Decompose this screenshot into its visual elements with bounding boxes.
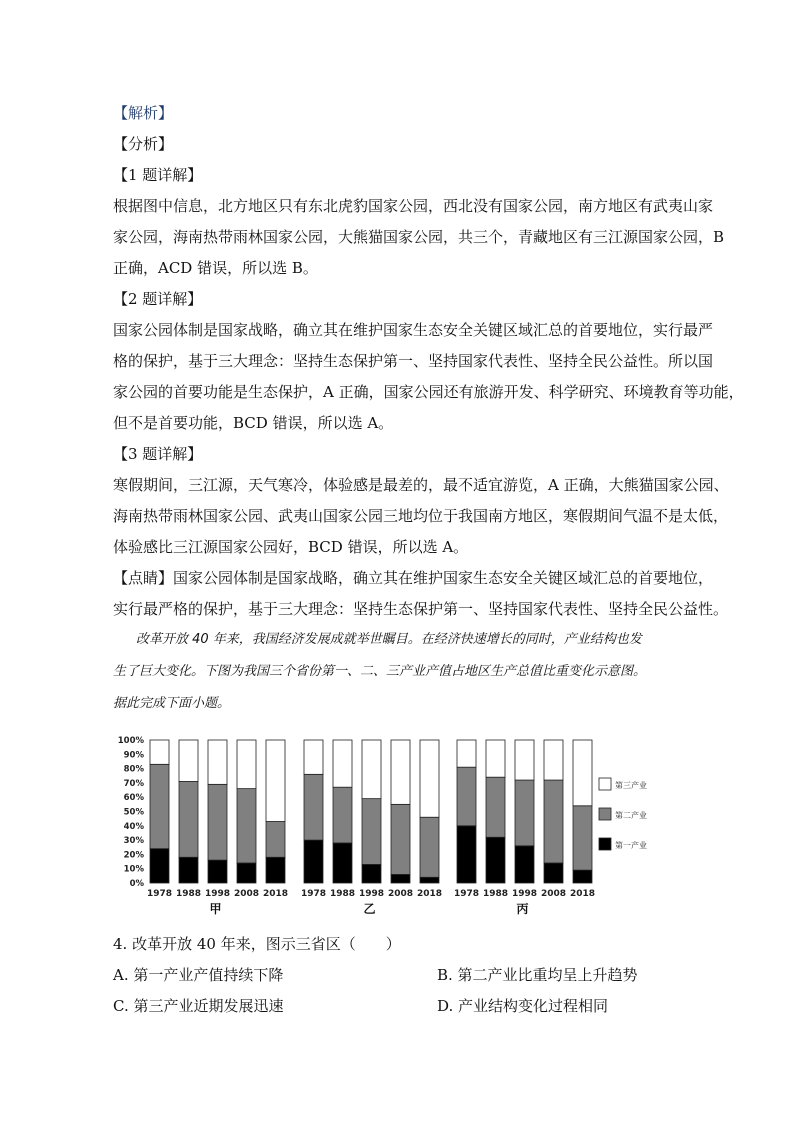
bar-segment (573, 870, 592, 883)
legend-label: 第一产业 (615, 841, 647, 850)
intro-line: 改革开放 40 年来，我国经济发展成就举世瞩目。在经济快速增长的同时，产业结构也发 (136, 632, 642, 647)
bar-segment (333, 843, 352, 883)
bar-segment (208, 740, 227, 784)
group-label: 甲 (209, 902, 222, 916)
bar-segment (420, 877, 439, 883)
bar-segment (420, 817, 439, 877)
bar-segment (150, 764, 169, 848)
legend-swatch (599, 808, 611, 820)
bar-segment (304, 774, 323, 840)
group-label: 丙 (516, 902, 529, 916)
legend-swatch (599, 778, 611, 790)
bar-segment (391, 740, 410, 804)
legend-swatch (599, 838, 611, 850)
bar-segment (515, 780, 534, 846)
bar-segment (179, 740, 198, 781)
bar-segment (515, 740, 534, 780)
q3-line: 寒假期间，三江源，天气寒冷，体验感是最差的，最不适宜游览，A 正确，大熊猫国家公园、 (113, 476, 729, 494)
q2-line: 家公园的首要功能是生态保护，A 正确，国家公园还有旅游开发、科学研究、环境教育等功能， (113, 383, 744, 401)
option-d[interactable]: D. 产业结构变化过程相同 (437, 997, 609, 1015)
q3-line: 海南热带雨林国家公园、武夷山国家公园三地均位于我国南方地区，寒假期间气温不是太低， (113, 507, 729, 525)
point-line (113, 568, 713, 588)
bar-segment (304, 740, 323, 774)
option-b[interactable]: B. 第二产业比重均呈上升趋势 (437, 966, 638, 984)
bar-segment (573, 740, 592, 806)
bar-segment (544, 740, 563, 780)
bar-segment (208, 860, 227, 883)
x-tick-label: 2008 (540, 889, 567, 899)
y-tick-label: 30% (123, 836, 144, 847)
bar-segment (208, 784, 227, 860)
q2-line: 但不是首要功能，BCD 错误，所以选 A。 (113, 414, 394, 432)
bar-segment (457, 740, 476, 767)
x-tick-label: 2018 (416, 889, 443, 899)
x-tick-label: 1998 (511, 889, 538, 899)
bar-segment (179, 781, 198, 857)
x-tick-label: 1998 (358, 889, 385, 899)
y-tick-label: 20% (123, 850, 144, 861)
legend-label: 第二产业 (615, 811, 647, 820)
legend-label: 第三产业 (615, 781, 647, 790)
bar-segment (237, 789, 256, 863)
bar-segment (486, 837, 505, 883)
bar-segment (333, 787, 352, 843)
q1-line: 根据图中信息，北方地区只有东北虎豹国家公园，西北没有国家公园，南方地区有武夷山家 (113, 197, 714, 215)
x-tick-label: 2018 (569, 889, 596, 899)
bar-segment (544, 863, 563, 883)
bar-segment (486, 777, 505, 837)
x-tick-label: 1978 (300, 889, 327, 899)
x-tick-label: 2018 (262, 889, 289, 899)
bar-segment (457, 767, 476, 826)
intro-line: 生了巨大变化。下图为我国三个省份第一、二、三产业产值占地区生产总值比重变化示意图。 (113, 664, 647, 679)
bar-segment (457, 826, 476, 883)
q1-title: 【1 题详解】 (113, 166, 203, 184)
option-a[interactable]: A. 第一产业产值持续下降 (113, 966, 284, 984)
x-tick-label: 1978 (146, 889, 173, 899)
x-tick-label: 1988 (175, 889, 202, 899)
bar-segment (362, 740, 381, 799)
y-tick-label: 90% (123, 750, 144, 761)
bar-segment (391, 804, 410, 874)
bar-segment (179, 857, 198, 883)
y-tick-label: 100% (117, 736, 144, 746)
point-tag: 【点睛】 (113, 569, 174, 587)
bar-segment (486, 740, 505, 777)
group-label: 乙 (363, 902, 376, 916)
y-tick-label: 50% (123, 807, 144, 818)
x-tick-label: 1978 (453, 889, 480, 899)
industry-structure-chart (113, 733, 673, 921)
bar-segment (150, 740, 169, 764)
y-tick-label: 70% (123, 778, 144, 789)
y-tick-label: 40% (123, 821, 144, 832)
bar-segment (362, 799, 381, 865)
bar-segment (237, 863, 256, 883)
q1-line: 家公园，海南热带雨林国家公园，大熊猫国家公园，共三个，青藏地区有三江源国家公园，B (113, 228, 725, 246)
q1-line: 正确，ACD 错误，所以选 B。 (113, 259, 318, 277)
y-tick-label: 0% (129, 879, 144, 889)
bar-segment (544, 780, 563, 863)
bar-segment (515, 846, 534, 883)
y-tick-label: 10% (123, 864, 144, 875)
x-tick-label: 1998 (204, 889, 231, 899)
q2-line: 格的保护，基于三大理念：坚持生态保护第一、坚持国家代表性、坚持全民公益性。所以国 (113, 352, 714, 370)
bar-segment (266, 822, 285, 858)
y-tick-label: 80% (123, 764, 144, 775)
x-tick-label: 1988 (329, 889, 356, 899)
analysis-subheading: 【分析】 (113, 135, 174, 153)
bar-segment (362, 864, 381, 883)
option-c[interactable]: C. 第三产业近期发展迅速 (113, 997, 284, 1015)
point-text: 国家公园体制是国家战略，确立其在维护国家生态安全关键区域汇总的首要地位， (173, 569, 714, 587)
q2-title: 【2 题详解】 (113, 290, 203, 308)
point-line: 实行最严格的保护，基于三大理念：坚持生态保护第一、坚持国家代表性、坚持全民公益性。 (113, 600, 729, 618)
bar-segment (391, 874, 410, 883)
bar-segment (266, 857, 285, 883)
x-tick-label: 2008 (233, 889, 260, 899)
x-tick-label: 1988 (482, 889, 509, 899)
q2-line: 国家公园体制是国家战略，确立其在维护国家生态安全关键区域汇总的首要地位，实行最严 (113, 321, 714, 339)
bar-segment (266, 740, 285, 822)
y-tick-label: 60% (123, 793, 144, 804)
question-stem: 4. 改革开放 40 年来，图示三省区（ ） (113, 935, 401, 953)
q3-title: 【3 题详解】 (113, 445, 203, 463)
bar-segment (573, 806, 592, 870)
x-tick-label: 2008 (387, 889, 414, 899)
analysis-heading: 【解析】 (113, 104, 174, 122)
bar-segment (304, 840, 323, 883)
bar-segment (420, 740, 439, 817)
bar-segment (150, 849, 169, 883)
bar-segment (237, 740, 256, 789)
bar-segment (333, 740, 352, 787)
q3-line: 体验感比三江源国家公园好，BCD 错误，所以选 A。 (113, 538, 469, 556)
intro-line: 据此完成下面小题。 (113, 696, 231, 711)
